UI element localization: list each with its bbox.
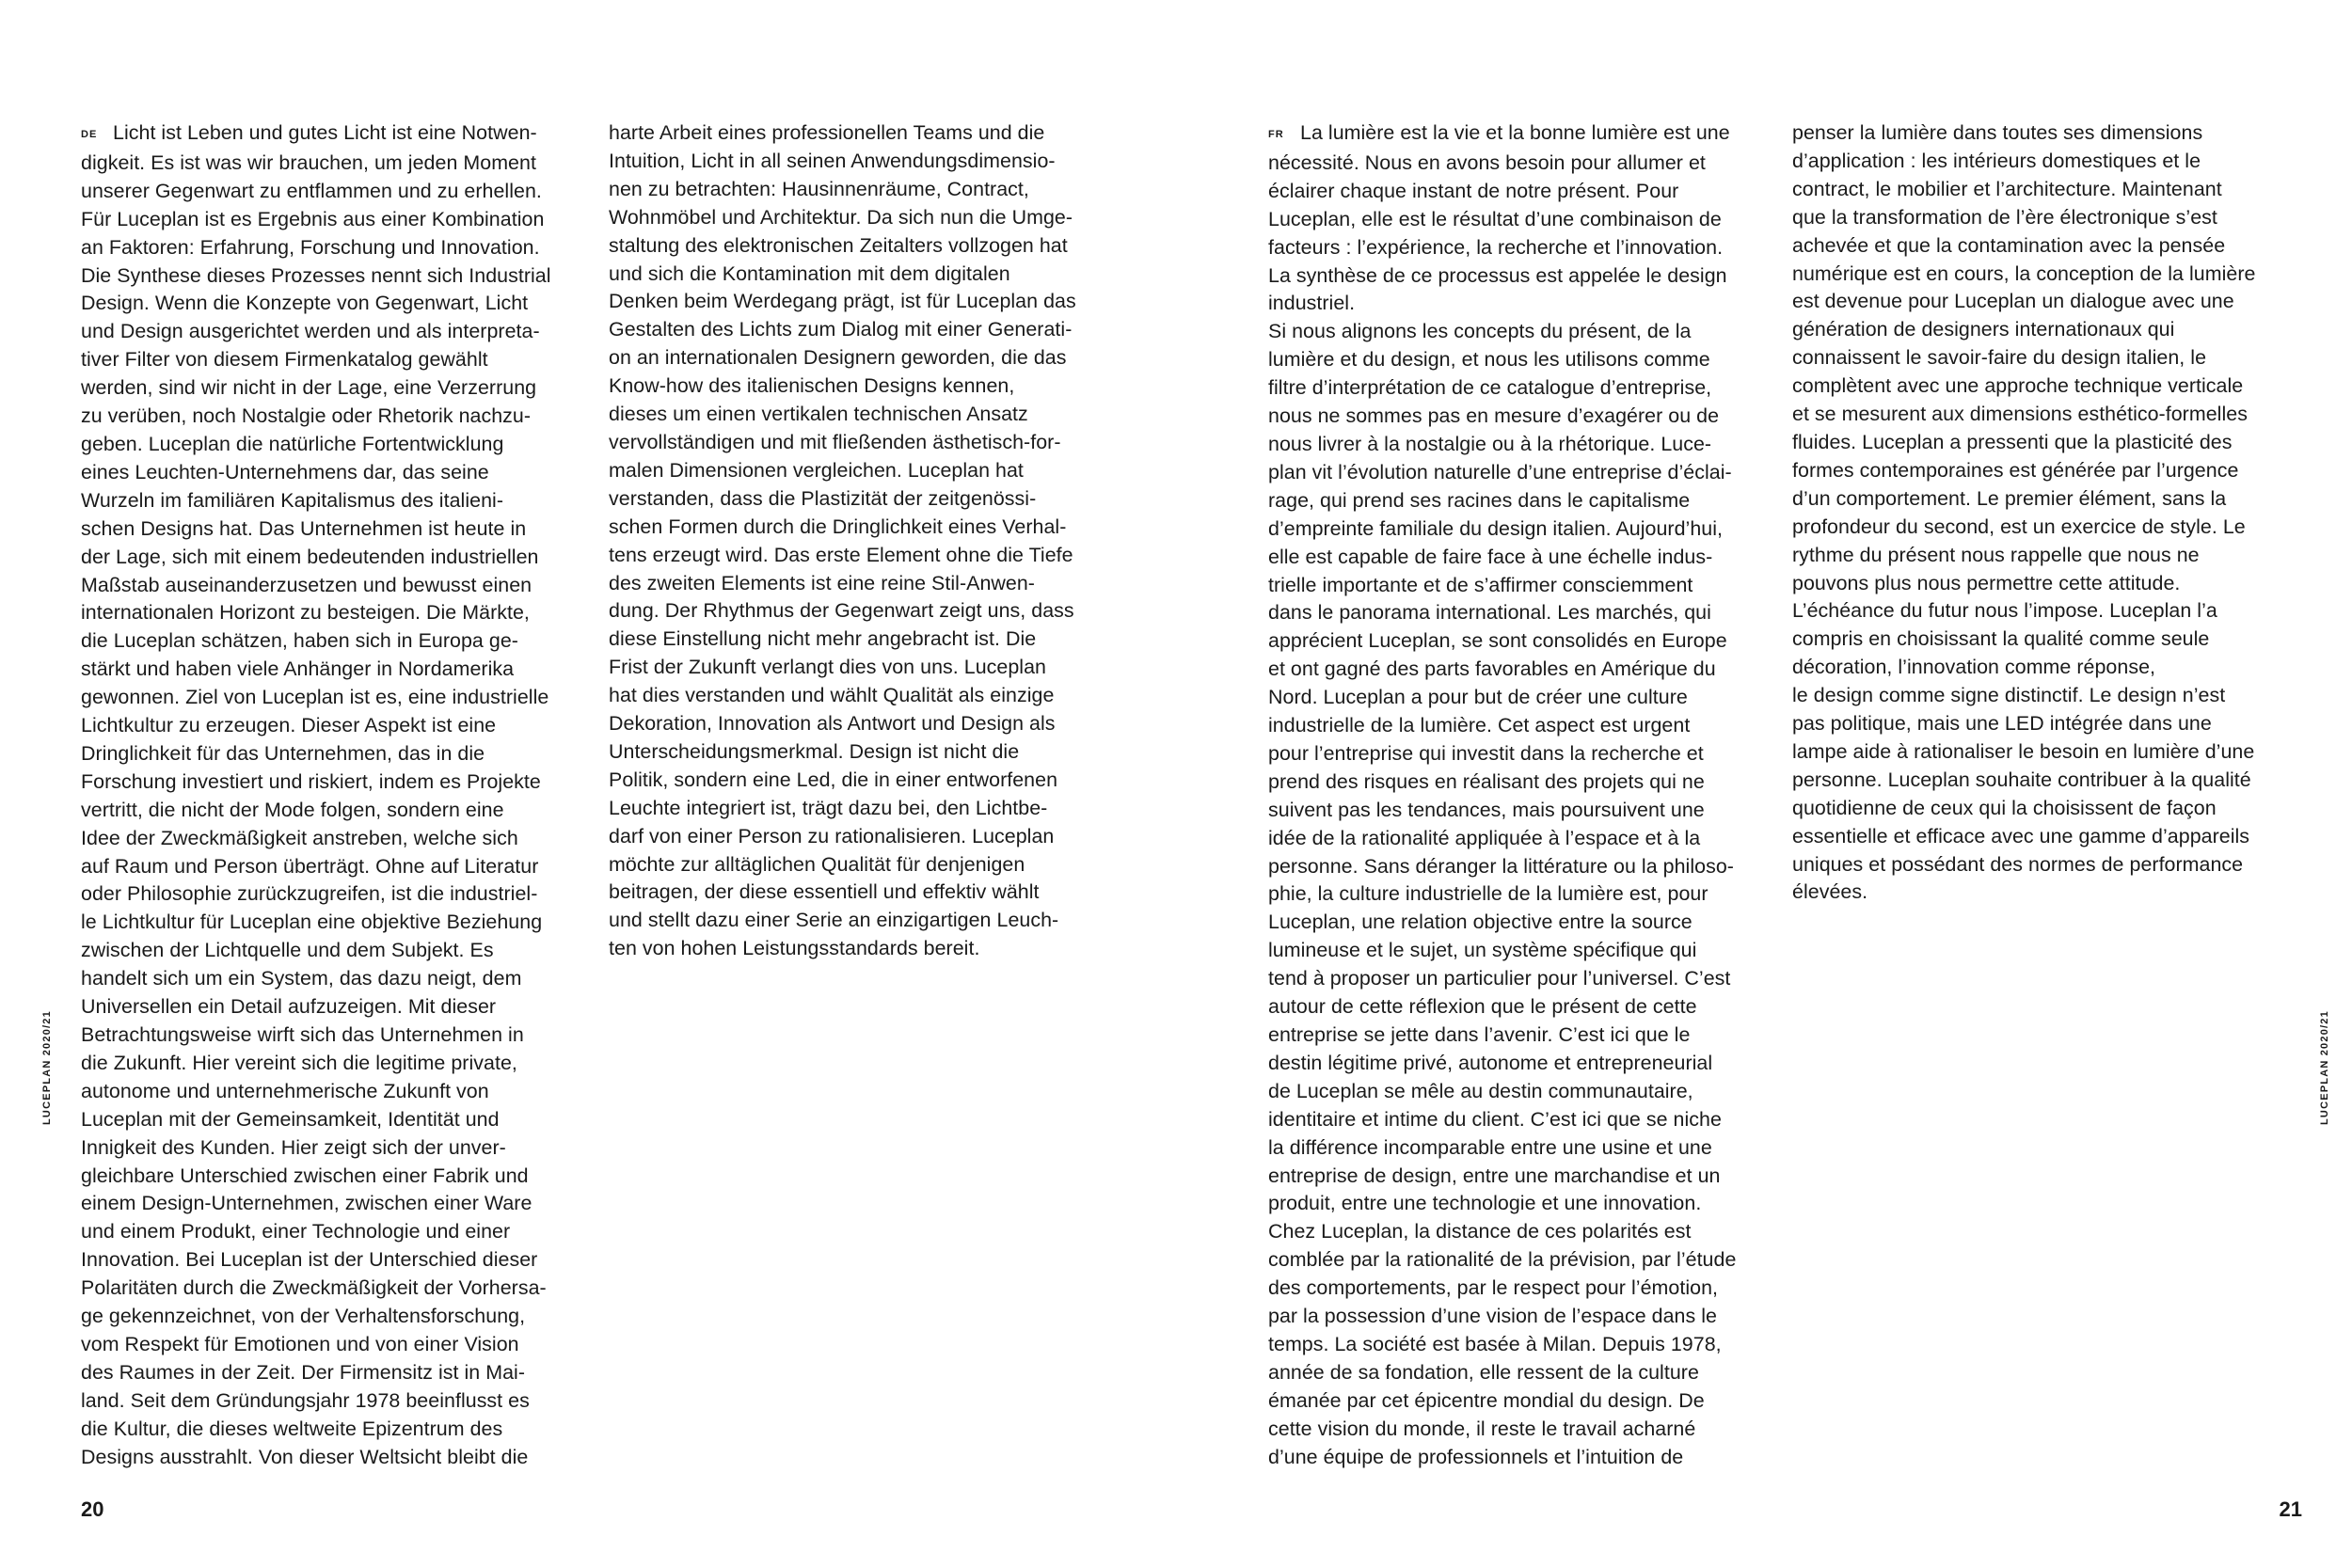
language-tag-de: DE — [81, 129, 98, 140]
french-paragraph-1 — [1268, 119, 1781, 1472]
german-paragraph-1 — [81, 119, 594, 1472]
language-tag-fr: FR — [1268, 129, 1284, 140]
german-column-1 — [81, 119, 594, 1472]
running-head-right: LUCEPLAN 2020/21 — [2319, 1010, 2330, 1125]
german-text-1: Licht ist Leben und gutes Licht ist eine Notwen- digkeit. Es ist was wir brauchen, um jeden Moment unserer Gegenwart zu entflammen und zu erhellen. Für Luceplan ist es Ergebnis aus einer Kombination an Faktoren: Erfahrung, Forschung und Innovation. Die Synthese dieses Prozesses nennt sich Industrial Design. Wenn die Konzepte von Gegenwart, Licht und Design ausgerichtet werden und als interpreta- tiver Filter von diesem Firmenkatalog gewählt werden, sind wir nicht in der Lage, eine Verzerrung zu verüben, noch Nostalgie oder Rhetorik nachzu- geben. Luceplan die natürliche Fortentwicklung eines Leuchten-Unternehmens dar, das seine Wurzeln im familiären Kapitalismus des italieni- schen Designs hat. Das Unternehmen ist heute in der Lage, sich mit einem bedeutenden industriellen Maßstab auseinanderzusetzen und bewusst einen internationalen Horizont zu besteigen. Die Märkte, die Luceplan schätzen, haben sich in Europa ge- stärkt und haben viele Anhänger in Nordamerika gewonnen. Ziel von Luceplan ist es, eine industrielle Lichtkultur zu erzeugen. Dieser Aspekt ist eine Dringlichkeit für das Unternehmen, das in die Forschung investiert und riskiert, indem es Projekte vertritt, die nicht der Mode folgen, sondern eine Idee der Zweckmäßigkeit anstreben, welche sich auf Raum und Person überträgt. Ohne auf Literatur oder Philosophie zurückzugreifen, ist die industriel- le Lichtkultur für Luceplan eine objektive Beziehung zwischen der Lichtquelle und dem Subjekt. Es handelt sich um ein System, das dazu neigt, dem Universellen ein Detail aufzuzeigen. Mit dieser Betrachtungsweise wirft sich das Unternehmen in die Zukunft. Hier vereint sich die legitime private, autonome und unternehmerische Zukunft von Luceplan mit der Gemeinsamkeit, Identität und Innigkeit des Kunden. Hier zeigt sich der unver- gleichbare Unterschied zwischen einer Fabrik und einem Design-Unternehmen, zwischen einer Ware und einem Produkt, einer Technologie und einer Innovation. Bei Luceplan ist der Unterschied dieser Polaritäten durch die Zweckmäßigkeit der Vorhersa- ge gekennzeichnet, von der Verhaltensforschung, vom Respekt für Emotionen und von einer Vision des Raumes in der Zeit. Der Firmensitz ist in Mai- land. Seit dem Gründungsjahr 1978 beeinflusst es die Kultur, die dieses weltweite Epizentrum des Designs ausstrahlt. Von dieser Weltsicht bleibt die — [81, 121, 551, 1468]
german-text-2: harte Arbeit eines professionellen Teams und die Intuition, Licht in all seinen Anwendungsdimensio- nen zu betrachten: Hausinnenräume, Contract, Wohnmöbel und Architektur. Da sich nun die Umge- staltung des elektronischen Zeitalters vollzogen hat und sich die Kontamination mit dem digitalen Denken beim Werdegang prägt, ist für Luceplan das Gestalten des Lichts zum Dialog mit einer Generati- on an internationalen Designern geworden, die das Know-how des italienischen Designs kennen, dieses um einen vertikalen technischen Ansatz vervollständigen und mit fließenden ästhetisch-for- malen Dimensionen vergleichen. Luceplan hat verstanden, dass die Plastizität der zeitgenössi- schen Formen durch die Dringlichkeit eines Verhal- tens erzeugt wird. Das erste Element ohne die Tiefe des zweiten Elements ist eine reine Stil-Anwen- dung. Der Rhythmus der Gegenwart zeigt uns, dass diese Einstellung nicht mehr angebracht ist. Die Frist der Zukunft verlangt dies von uns. Luceplan hat dies verstanden und wählt Qualität als einzige Dekoration, Innovation als Antwort und Design als Unterscheidungsmerkmal. Design ist nicht die Politik, sondern eine Led, die in einer entworfenen Leuchte integriert ist, trägt dazu bei, den Lichtbe- darf von einer Person zu rationalisieren. Luceplan möchte zur alltäglichen Qualität für denjenigen beitragen, der diese essentiell und effektiv wählt und stellt dazu einer Serie an einzigartigen Leuch- ten von hohen Leistungsstandards bereit. — [609, 121, 1076, 960]
french-text-2: penser la lumière dans toutes ses dimensions d’application : les intérieurs domestiques et le contract, le mobilier et l’architecture. Maintenant que la transformation de l’ère électronique s’est achevée et que la contamination avec la pensée numérique est en cours, la conception de la lumière est devenue pour Luceplan un dialogue avec une génération de designers internationaux qui connaissent le savoir-faire du design italien, le complètent avec une approche technique verticale et se mesurent aux dimensions esthético-formelles fluides. Luceplan a pressenti que la plasticité des formes contemporaines est générée par l’urgence d’un comportement. Le premier élément, sans la profondeur du second, est un exercice de style. Le rythme du présent nous rappelle que nous ne pouvons plus nous permettre cette attitude. L’échéance du futur nous l’impose. Luceplan l’a compris en choisissant la qualité comme seule décoration, l’innovation comme réponse, le design comme signe distinctif. Le design n’est pas politique, mais une LED intégrée dans une lampe aide à rationaliser le besoin en lumière d’une personne. Luceplan souhaite contribuer à la qualité quotidienne de ceux qui la choisissent de façon essentielle et efficace avec une gamme d’appareils uniques et possédant des normes de performance élevées. — [1792, 121, 2256, 904]
french-column-1 — [1268, 119, 1781, 1472]
german-column-2 — [609, 119, 1121, 963]
page-number-left: 20 — [81, 1497, 104, 1521]
running-head-left: LUCEPLAN 2020/21 — [41, 1010, 53, 1125]
french-column-2 — [1792, 119, 2305, 907]
french-text-1: La lumière est la vie et la bonne lumière est une nécessité. Nous en avons besoin pour allumer et éclairer chaque instant de notre présent. Pour Luceplan, elle est le résultat d’une combinaison de facteurs : l’expérience, la recherche et l’innovation. La synthèse de ce processus est appelée le design industriel. Si nous alignons les concepts du présent, de la lumière et du design, et nous les utilisons comme filtre d’interprétation de ce catalogue d’entreprise, nous ne sommes pas en mesure d’exagérer ou de nous livrer à la nostalgie ou à la rhétorique. Luce- plan vit l’évolution naturelle d’une entreprise d’éclai- rage, qui prend ses racines dans le capitalisme d’empreinte familiale du design italien. Aujourd’hui, elle est capable de faire face à une échelle indus- trielle importante et de s’affirmer consciemment dans le panorama international. Les marchés, qui apprécient Luceplan, se sont consolidés en Europe et ont gagné des parts favorables en Amérique du Nord. Luceplan a pour but de créer une culture industrielle de la lumière. Cet aspect est urgent pour l’entreprise qui investit dans la recherche et prend des risques en réalisant des projets qui ne suivent pas les tendances, mais poursuivent une idée de la rationalité appliquée à l’espace et à la personne. Sans déranger la littérature ou la philoso- phie, la culture industrielle de la lumière est, pour Luceplan, une relation objective entre la source lumineuse et le sujet, un système spécifique qui tend à proposer un particulier pour l’universel. C’est autour de cette réflexion que le présent de cette entreprise se jette dans l’avenir. C’est ici que le destin légitime privé, autonome et entrepreneurial de Luceplan se mêle au destin communautaire, identitaire et intime du client. C’est ici que se niche la différence incomparable entre une usine et une entreprise de design, entre une marchandise et un produit, entre une technologie et une innovation. Chez Luceplan, la distance de ces polarités est comblée par la rationalité de la prévision, par l’étude des comportements, par le respect pour l’émotion, par la possession d’une vision de l’espace dans le temps. La société est basée à Milan. Depuis 1978, année de sa fondation, elle ressent de la culture émanée par cet épicentre mondial du design. De cette vision du monde, il reste le travail acharné d’une équipe de professionnels et l’intuition de — [1268, 121, 1737, 1468]
right-page — [1176, 0, 2352, 1568]
page-number-right: 21 — [2279, 1497, 2302, 1521]
